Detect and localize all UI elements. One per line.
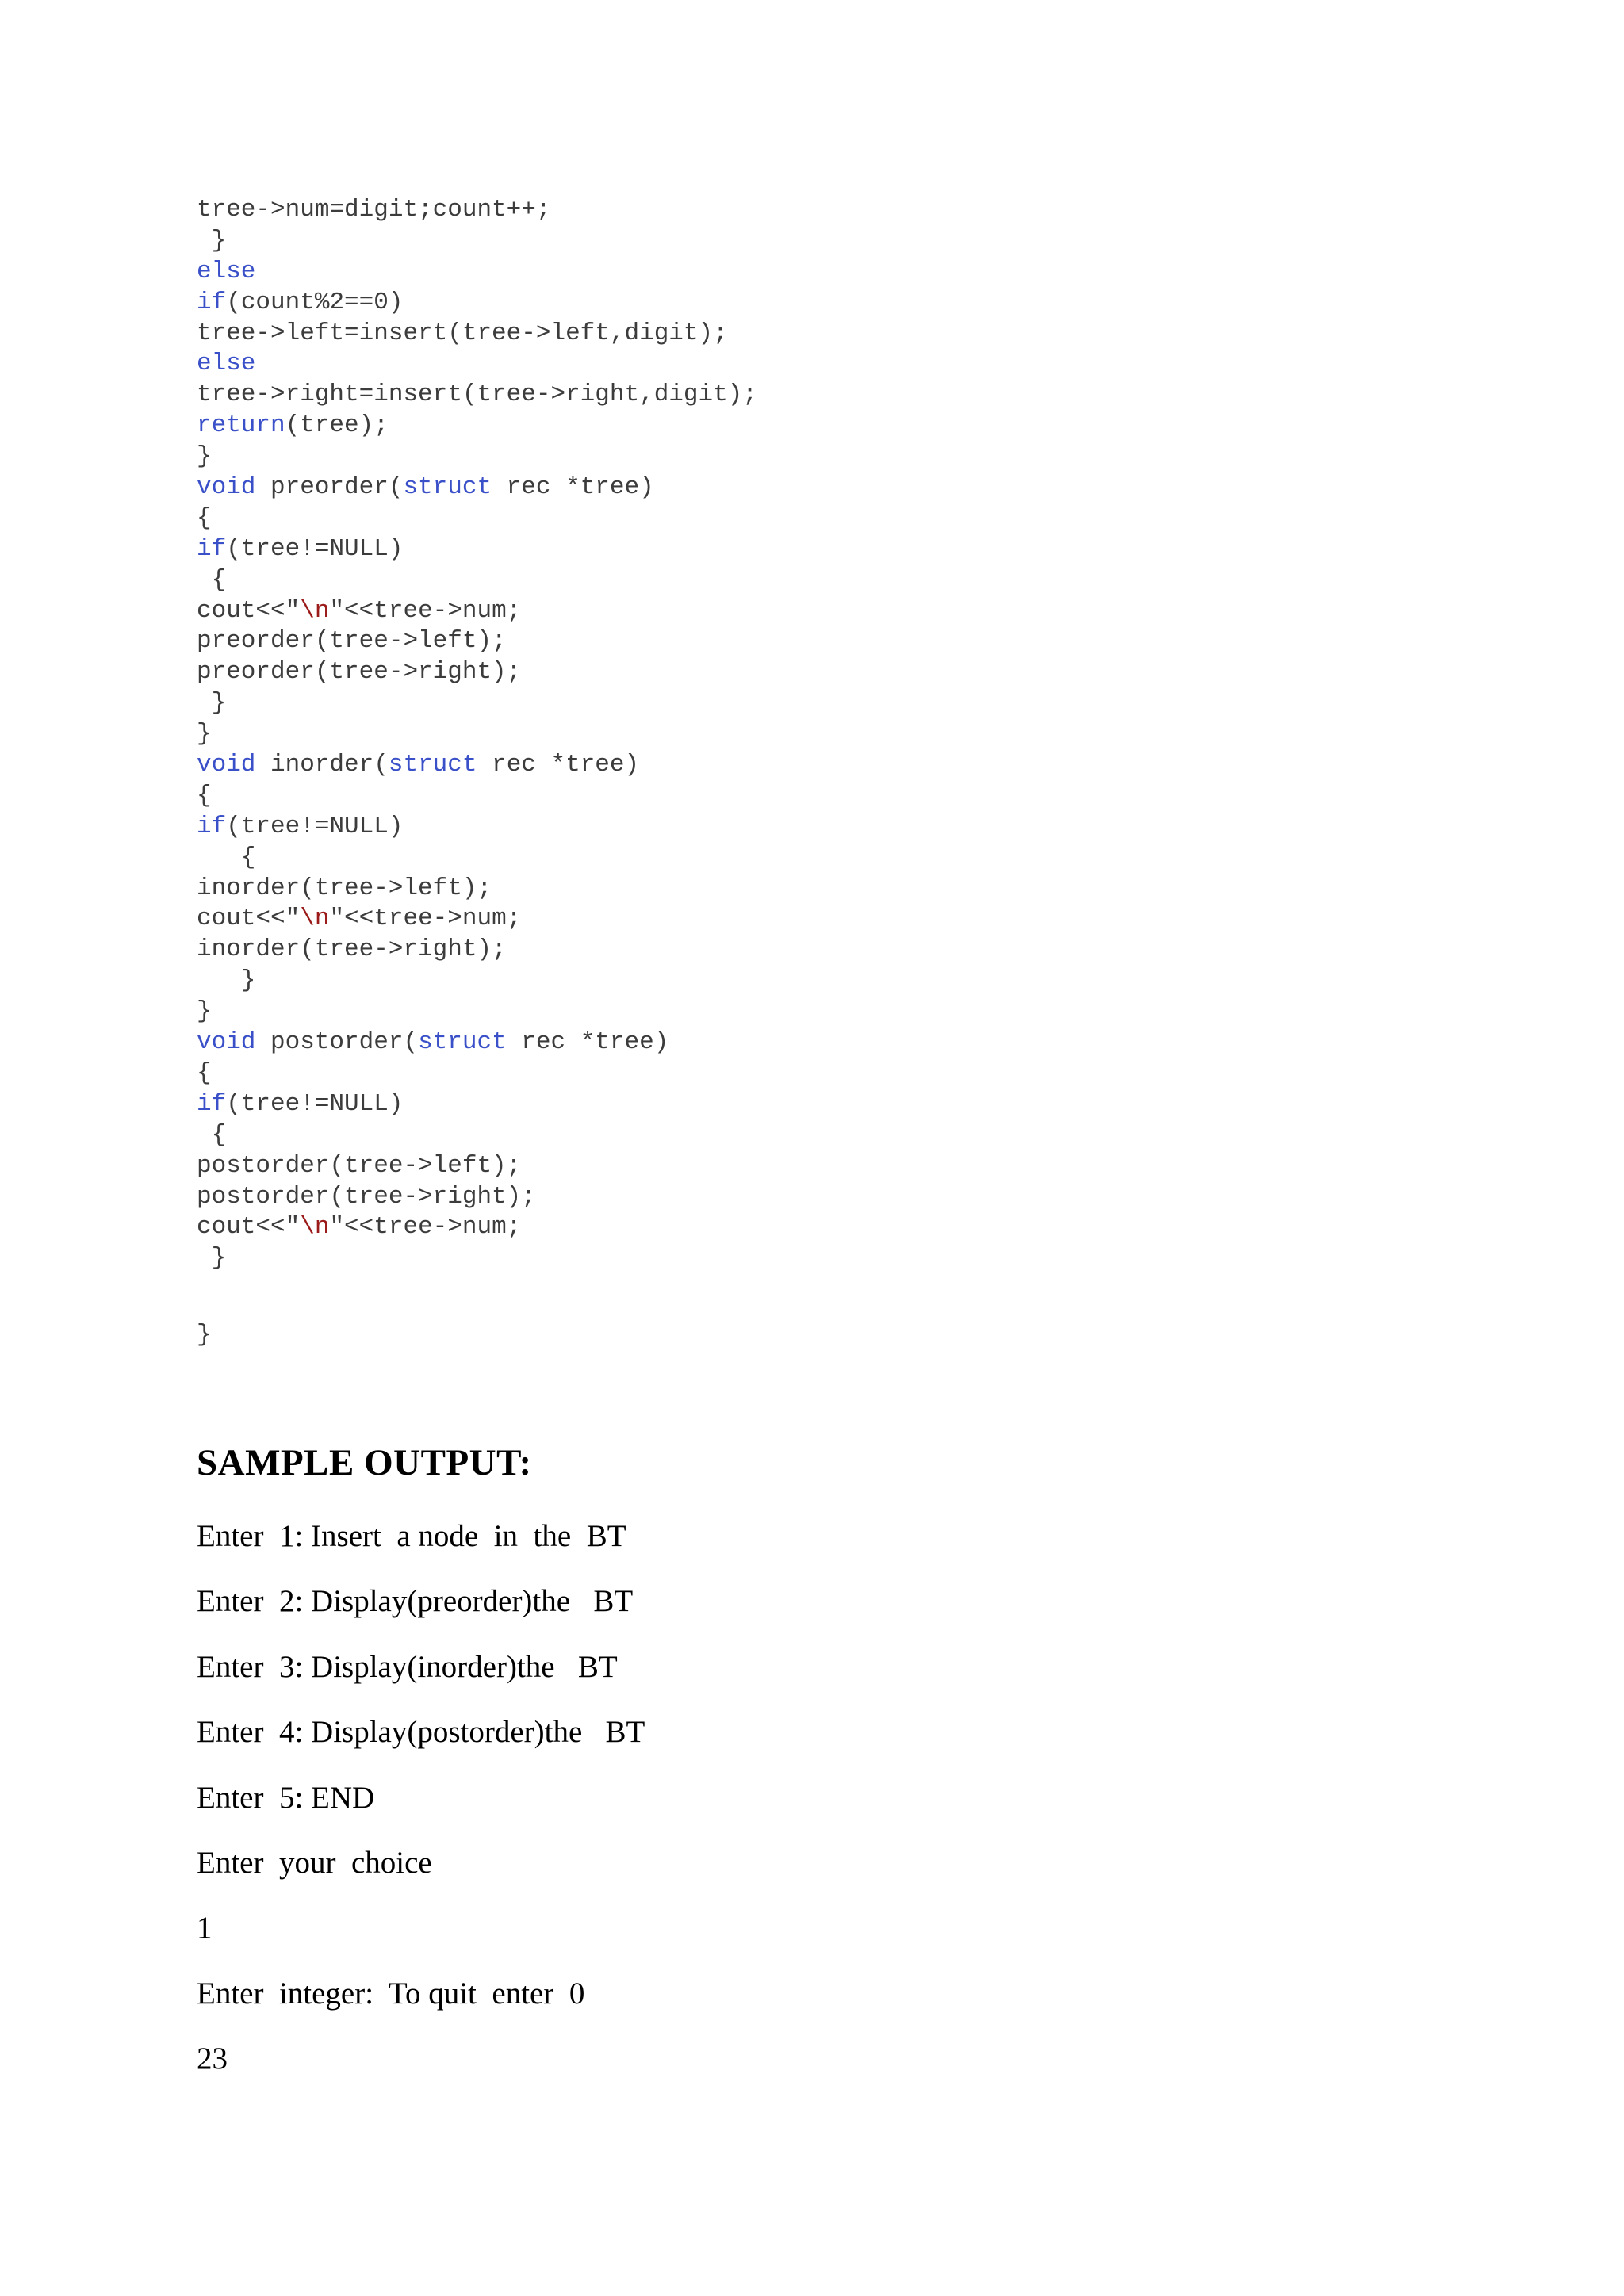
- code-line: [197, 688, 757, 719]
- code-line: [197, 874, 757, 905]
- code-line: [197, 319, 757, 350]
- code-text: {: [197, 503, 212, 532]
- code-line: [197, 380, 757, 411]
- code-text: (tree);: [285, 411, 389, 440]
- code-text: preorder(tree->right);: [197, 658, 522, 687]
- code-keyword: else: [197, 257, 256, 285]
- code-line: [197, 565, 757, 596]
- code-line: [197, 812, 757, 843]
- code-keyword: void: [197, 473, 256, 502]
- code-line: [197, 1320, 757, 1351]
- code-line: [197, 843, 757, 874]
- code-line: [197, 195, 757, 226]
- code-line: [197, 411, 757, 442]
- code-text: inorder(tree->right);: [197, 936, 507, 964]
- code-line: [197, 1243, 757, 1274]
- code-line: [197, 534, 757, 565]
- output-line: Enter 1: Insert a node in the BT: [197, 1519, 626, 1553]
- code-keyword: struct: [418, 1028, 507, 1057]
- code-line: [197, 1151, 757, 1182]
- code-line: [197, 750, 757, 781]
- code-text: "<<tree->num;: [329, 905, 522, 933]
- code-text: postorder(tree->right);: [197, 1182, 536, 1211]
- code-line: [197, 596, 757, 627]
- code-line: [197, 288, 757, 319]
- code-text: (tree!=NULL): [226, 812, 404, 840]
- output-line: Enter 5: END: [197, 1780, 375, 1815]
- code-line: [197, 657, 757, 688]
- code-text: }: [197, 720, 212, 748]
- code-line: [197, 1274, 757, 1320]
- code-text: "<<tree->num;: [329, 1213, 522, 1242]
- code-line: [197, 442, 757, 473]
- sample-output: [197, 1513, 645, 2101]
- code-keyword: return: [197, 411, 285, 440]
- code-text: cout<<": [197, 596, 301, 625]
- code-line: [197, 997, 757, 1027]
- code-keyword: struct: [388, 751, 477, 779]
- code-keyword: void: [197, 1028, 256, 1057]
- code-line: [197, 226, 757, 257]
- code-text: {: [197, 1058, 212, 1087]
- code-line: [197, 781, 757, 812]
- code-text: (tree!=NULL): [226, 1089, 404, 1118]
- output-line: Enter 2: Display(preorder)the BT: [197, 1584, 634, 1619]
- sample-output-heading: SAMPLE OUTPUT:: [197, 1442, 532, 1483]
- code-text: }: [197, 997, 212, 1026]
- code-text: postorder(: [255, 1028, 419, 1057]
- code-text: tree->num=digit;count++;: [197, 196, 551, 224]
- code-line: [197, 1058, 757, 1089]
- output-line: Enter 4: Display(postorder)the BT: [197, 1715, 645, 1750]
- code-text: }: [197, 1321, 212, 1349]
- code-text: cout<<": [197, 905, 301, 933]
- code-escape: \n: [300, 1213, 330, 1242]
- code-text: "<<tree->num;: [329, 596, 522, 625]
- code-line: [197, 1089, 757, 1120]
- code-keyword: void: [197, 751, 256, 779]
- code-line: [197, 719, 757, 750]
- code-line: [197, 503, 757, 534]
- code-line: [197, 473, 757, 503]
- code-text: }: [197, 226, 227, 254]
- code-escape: \n: [300, 905, 330, 933]
- code-text: rec *tree): [492, 473, 654, 502]
- code-text: preorder(tree->left);: [197, 627, 507, 656]
- code-line: [197, 257, 757, 288]
- code-text: postorder(tree->left);: [197, 1151, 522, 1180]
- code-keyword: if: [197, 812, 227, 840]
- code-text: tree->left=insert(tree->left,digit);: [197, 319, 728, 347]
- code-keyword: if: [197, 288, 227, 316]
- code-line: [197, 349, 757, 380]
- code-text: (count%2==0): [226, 288, 404, 316]
- code-listing: [197, 195, 757, 1351]
- output-line: Enter your choice: [197, 1845, 432, 1880]
- code-keyword: else: [197, 350, 256, 378]
- code-text: inorder(: [255, 751, 389, 779]
- code-line: [197, 966, 757, 997]
- code-keyword: struct: [403, 473, 492, 502]
- code-text: }: [197, 966, 256, 995]
- code-text: }: [197, 1244, 227, 1272]
- code-text: preorder(: [255, 473, 404, 502]
- code-line: [197, 935, 757, 966]
- code-line: [197, 1182, 757, 1213]
- output-line: 23: [197, 2042, 228, 2076]
- code-text: (tree!=NULL): [226, 534, 404, 563]
- code-text: }: [197, 442, 212, 471]
- code-text: rec *tree): [477, 751, 640, 779]
- output-line: Enter 3: Display(inorder)the BT: [197, 1649, 618, 1684]
- code-text: inorder(tree->left);: [197, 874, 492, 902]
- code-line: [197, 626, 757, 657]
- code-escape: \n: [300, 596, 330, 625]
- code-line: [197, 1120, 757, 1151]
- code-text: rec *tree): [506, 1028, 669, 1057]
- code-text: tree->right=insert(tree->right,digit);: [197, 381, 757, 409]
- code-keyword: if: [197, 1089, 227, 1118]
- output-line: Enter integer: To quit enter 0: [197, 1976, 585, 2011]
- code-line: [197, 904, 757, 935]
- code-line: [197, 1027, 757, 1058]
- code-keyword: if: [197, 534, 227, 563]
- code-text: }: [197, 689, 227, 718]
- code-text: {: [197, 843, 256, 871]
- code-text: cout<<": [197, 1213, 301, 1242]
- code-text: {: [197, 781, 212, 809]
- code-text: {: [197, 565, 227, 594]
- code-line: [197, 1212, 757, 1243]
- output-line: 1: [197, 1911, 213, 1946]
- code-text: {: [197, 1120, 227, 1149]
